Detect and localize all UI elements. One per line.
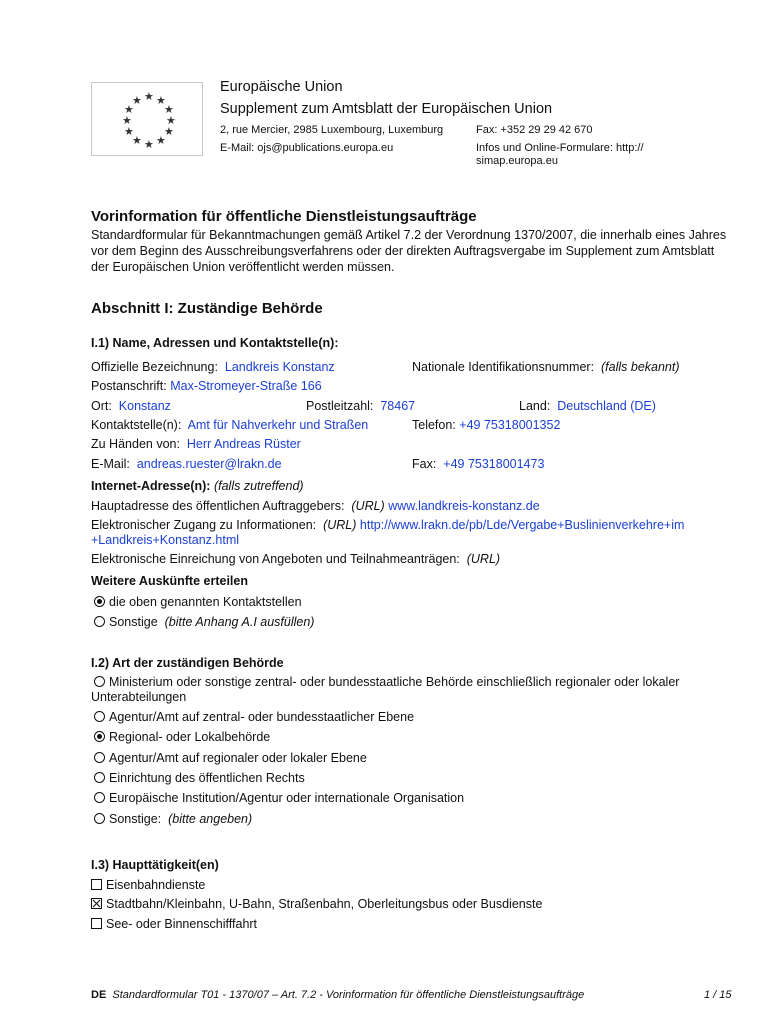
main-address-row — [91, 499, 540, 513]
radio-selected-icon[interactable] — [94, 596, 105, 607]
national-id-row — [412, 360, 680, 374]
official-name-row — [91, 360, 335, 374]
city-row — [91, 399, 171, 413]
authority-option-7-note: (bitte angeben) — [168, 812, 253, 826]
authority-option-1[interactable] — [94, 675, 679, 689]
footer — [91, 989, 584, 1001]
authority-option-1-cont: Unterabteilungen — [91, 690, 187, 704]
country-value: Deutschland (DE) — [557, 399, 656, 413]
i1-heading: I.1) Name, Adressen und Kontaktstelle(n): — [91, 336, 339, 350]
section-1-heading: Abschnitt I: Zuständige Behörde — [91, 300, 323, 317]
contact-value: Amt für Nahverkehr und Straßen — [187, 418, 369, 432]
elec-submit-url-tag: (URL) — [466, 552, 501, 566]
country-label: Land: — [519, 399, 551, 413]
postal-label: Postanschrift: — [91, 379, 167, 393]
authority-option-4[interactable] — [94, 751, 367, 765]
i2-heading: I.2) Art der zuständigen Behörde — [91, 656, 284, 670]
fax-label: Fax: — [412, 457, 437, 471]
header-email: E-Mail: ojs@publications.europa.eu — [220, 142, 394, 154]
elec-access-row — [91, 518, 684, 532]
official-name-value: Landkreis Konstanz — [224, 360, 335, 374]
zip-row — [306, 399, 415, 413]
authority-option-5[interactable] — [94, 771, 305, 785]
fax-value: +49 75318001473 — [443, 457, 545, 471]
authority-option-6-label: Europäische Institution/Agentur oder internationale Organisation — [109, 791, 465, 805]
postal-value: Max-Stromeyer-Straße 166 — [170, 379, 322, 393]
checkbox-empty-icon[interactable] — [91, 918, 102, 929]
authority-option-6[interactable] — [94, 791, 464, 805]
document-intro: Standardformular für Bekanntmachungen gemäß Artikel 7.2 der Verordnung 1370/2007, die innerhalb eines Jahres vor dem Beginn des Ausschreibungsverfahrens oder der direkten Auftragsvergabe im Supplement zum Amtsblatt der Europäischen Union veröffentlicht werden müssen. — [91, 228, 727, 274]
more-info-heading: Weitere Auskünfte erteilen — [91, 574, 248, 588]
email-value[interactable]: andreas.ruester@lrakn.de — [136, 457, 282, 471]
contact-label: Kontaktstelle(n): — [91, 418, 182, 432]
elec-access-url-tag: (URL) — [323, 518, 357, 532]
elec-access-link[interactable]: http://www.lrakn.de/pb/Lde/Vergabe+Buslinienverkehre+im — [359, 518, 685, 532]
internet-row — [91, 479, 304, 493]
phone-label: Telefon: — [412, 418, 456, 432]
radio-empty-icon[interactable] — [94, 711, 105, 722]
authority-option-7-label: Sonstige: — [109, 812, 162, 826]
svg-text:★: ★ — [164, 125, 174, 138]
eu-stars-icon — [92, 83, 202, 155]
authority-option-7[interactable] — [94, 812, 252, 826]
header-address: 2, rue Mercier, 2985 Luxembourg, Luxemburg — [220, 124, 444, 136]
official-name-label: Offizielle Bezeichnung: — [91, 360, 218, 374]
svg-text:★: ★ — [124, 103, 134, 116]
svg-text:★: ★ — [124, 125, 134, 138]
activity-option-2[interactable] — [91, 897, 542, 911]
main-address-link[interactable]: www.landkreis-konstanz.de — [388, 499, 540, 513]
phone-value: +49 75318001352 — [459, 418, 561, 432]
authority-option-2-label: Agentur/Amt auf zentral- oder bundesstaatlicher Ebene — [109, 710, 415, 724]
more-info-option-2[interactable] — [94, 615, 314, 629]
email-row — [91, 457, 282, 471]
zip-value: 78467 — [380, 399, 416, 413]
radio-selected-icon[interactable] — [94, 731, 105, 742]
svg-text:★: ★ — [166, 114, 176, 127]
checkbox-empty-icon[interactable] — [91, 879, 102, 890]
checkbox-checked-icon[interactable] — [91, 898, 102, 909]
authority-option-5-label: Einrichtung des öffentlichen Rechts — [109, 771, 305, 785]
authority-option-3[interactable] — [94, 730, 270, 744]
svg-text:★: ★ — [164, 103, 174, 116]
svg-text:★: ★ — [156, 94, 166, 107]
authority-option-2[interactable] — [94, 710, 414, 724]
header-infos-line1: Infos und Online-Formulare: http:// — [476, 142, 644, 154]
svg-text:★: ★ — [132, 134, 142, 147]
activity-option-3-label: See- oder Binnenschifffahrt — [106, 917, 258, 931]
header-supplement: Supplement zum Amtsblatt der Europäischen Union — [220, 101, 553, 117]
elec-access-link-cont[interactable]: +Landkreis+Konstanz.html — [91, 533, 240, 547]
header-fax: Fax: +352 29 29 42 670 — [476, 124, 593, 136]
country-row — [519, 399, 656, 413]
zip-label: Postleitzahl: — [306, 399, 374, 413]
fax-row — [412, 457, 544, 471]
authority-option-3-label: Regional- oder Lokalbehörde — [109, 730, 271, 744]
radio-empty-icon[interactable] — [94, 616, 105, 627]
internet-note: (falls zutreffend) — [213, 479, 304, 493]
footer-form-info: Standardformular T01 - 1370/07 – Art. 7.2 - Vorinformation für öffentliche Dienstleistungsaufträge — [112, 989, 585, 1001]
authority-option-4-label: Agentur/Amt auf regionaler oder lokaler Ebene — [109, 751, 367, 765]
svg-text:★: ★ — [132, 94, 142, 107]
elec-submit-label: Elektronische Einreichung von Angeboten und Teilnahmeanträgen: — [91, 552, 460, 566]
more-info-option-2-label: Sonstige — [109, 615, 158, 629]
activity-option-1-label: Eisenbahndienste — [106, 878, 206, 892]
radio-empty-icon[interactable] — [94, 813, 105, 824]
attn-label: Zu Händen von: — [91, 437, 180, 451]
elec-submit-row — [91, 552, 500, 566]
more-info-option-2-note: (bitte Anhang A.I ausfüllen) — [164, 615, 315, 629]
svg-text:★: ★ — [122, 114, 132, 127]
main-address-url-tag: (URL) — [351, 499, 385, 513]
more-info-option-1[interactable] — [94, 595, 302, 609]
activity-option-3[interactable] — [91, 917, 257, 931]
eu-flag-logo — [91, 82, 203, 156]
footer-page-number: 1 / 15 — [704, 989, 732, 1001]
activity-option-1[interactable] — [91, 878, 205, 892]
phone-row — [412, 418, 560, 432]
postal-row — [91, 379, 322, 393]
svg-text:★: ★ — [144, 138, 154, 151]
national-id-note: (falls bekannt) — [601, 360, 680, 374]
elec-access-label: Elektronischer Zugang zu Informationen: — [91, 518, 317, 532]
radio-empty-icon[interactable] — [94, 792, 105, 803]
national-id-label: Nationale Identifikationsnummer: — [412, 360, 595, 374]
attn-value: Herr Andreas Rüster — [186, 437, 301, 451]
footer-lang: DE — [91, 989, 107, 1001]
radio-empty-icon[interactable] — [94, 752, 105, 763]
header-infos-line2: simap.europa.eu — [476, 155, 558, 167]
radio-empty-icon[interactable] — [94, 772, 105, 783]
document-title: Vorinformation für öffentliche Dienstleistungsaufträge — [91, 208, 477, 225]
header-org: Europäische Union — [220, 79, 343, 95]
svg-text:★: ★ — [144, 90, 154, 103]
activity-option-2-label: Stadtbahn/Kleinbahn, U-Bahn, Straßenbahn, Oberleitungsbus oder Busdienste — [106, 897, 543, 911]
i3-heading: I.3) Haupttätigkeit(en) — [91, 858, 219, 872]
more-info-option-1-label: die oben genannten Kontaktstellen — [109, 595, 302, 609]
contact-row — [91, 418, 368, 432]
svg-text:★: ★ — [156, 134, 166, 147]
main-address-label: Hauptadresse des öffentlichen Auftraggebers: — [91, 499, 345, 513]
city-value: Konstanz — [118, 399, 171, 413]
attn-row — [91, 437, 301, 451]
city-label: Ort: — [91, 399, 112, 413]
internet-label: Internet-Adresse(n): — [91, 479, 211, 493]
authority-option-1-label: Ministerium oder sonstige zentral- oder bundesstaatliche Behörde einschließlich regionaler oder lokaler — [109, 675, 680, 689]
radio-empty-icon[interactable] — [94, 676, 105, 687]
email-label: E-Mail: — [91, 457, 130, 471]
